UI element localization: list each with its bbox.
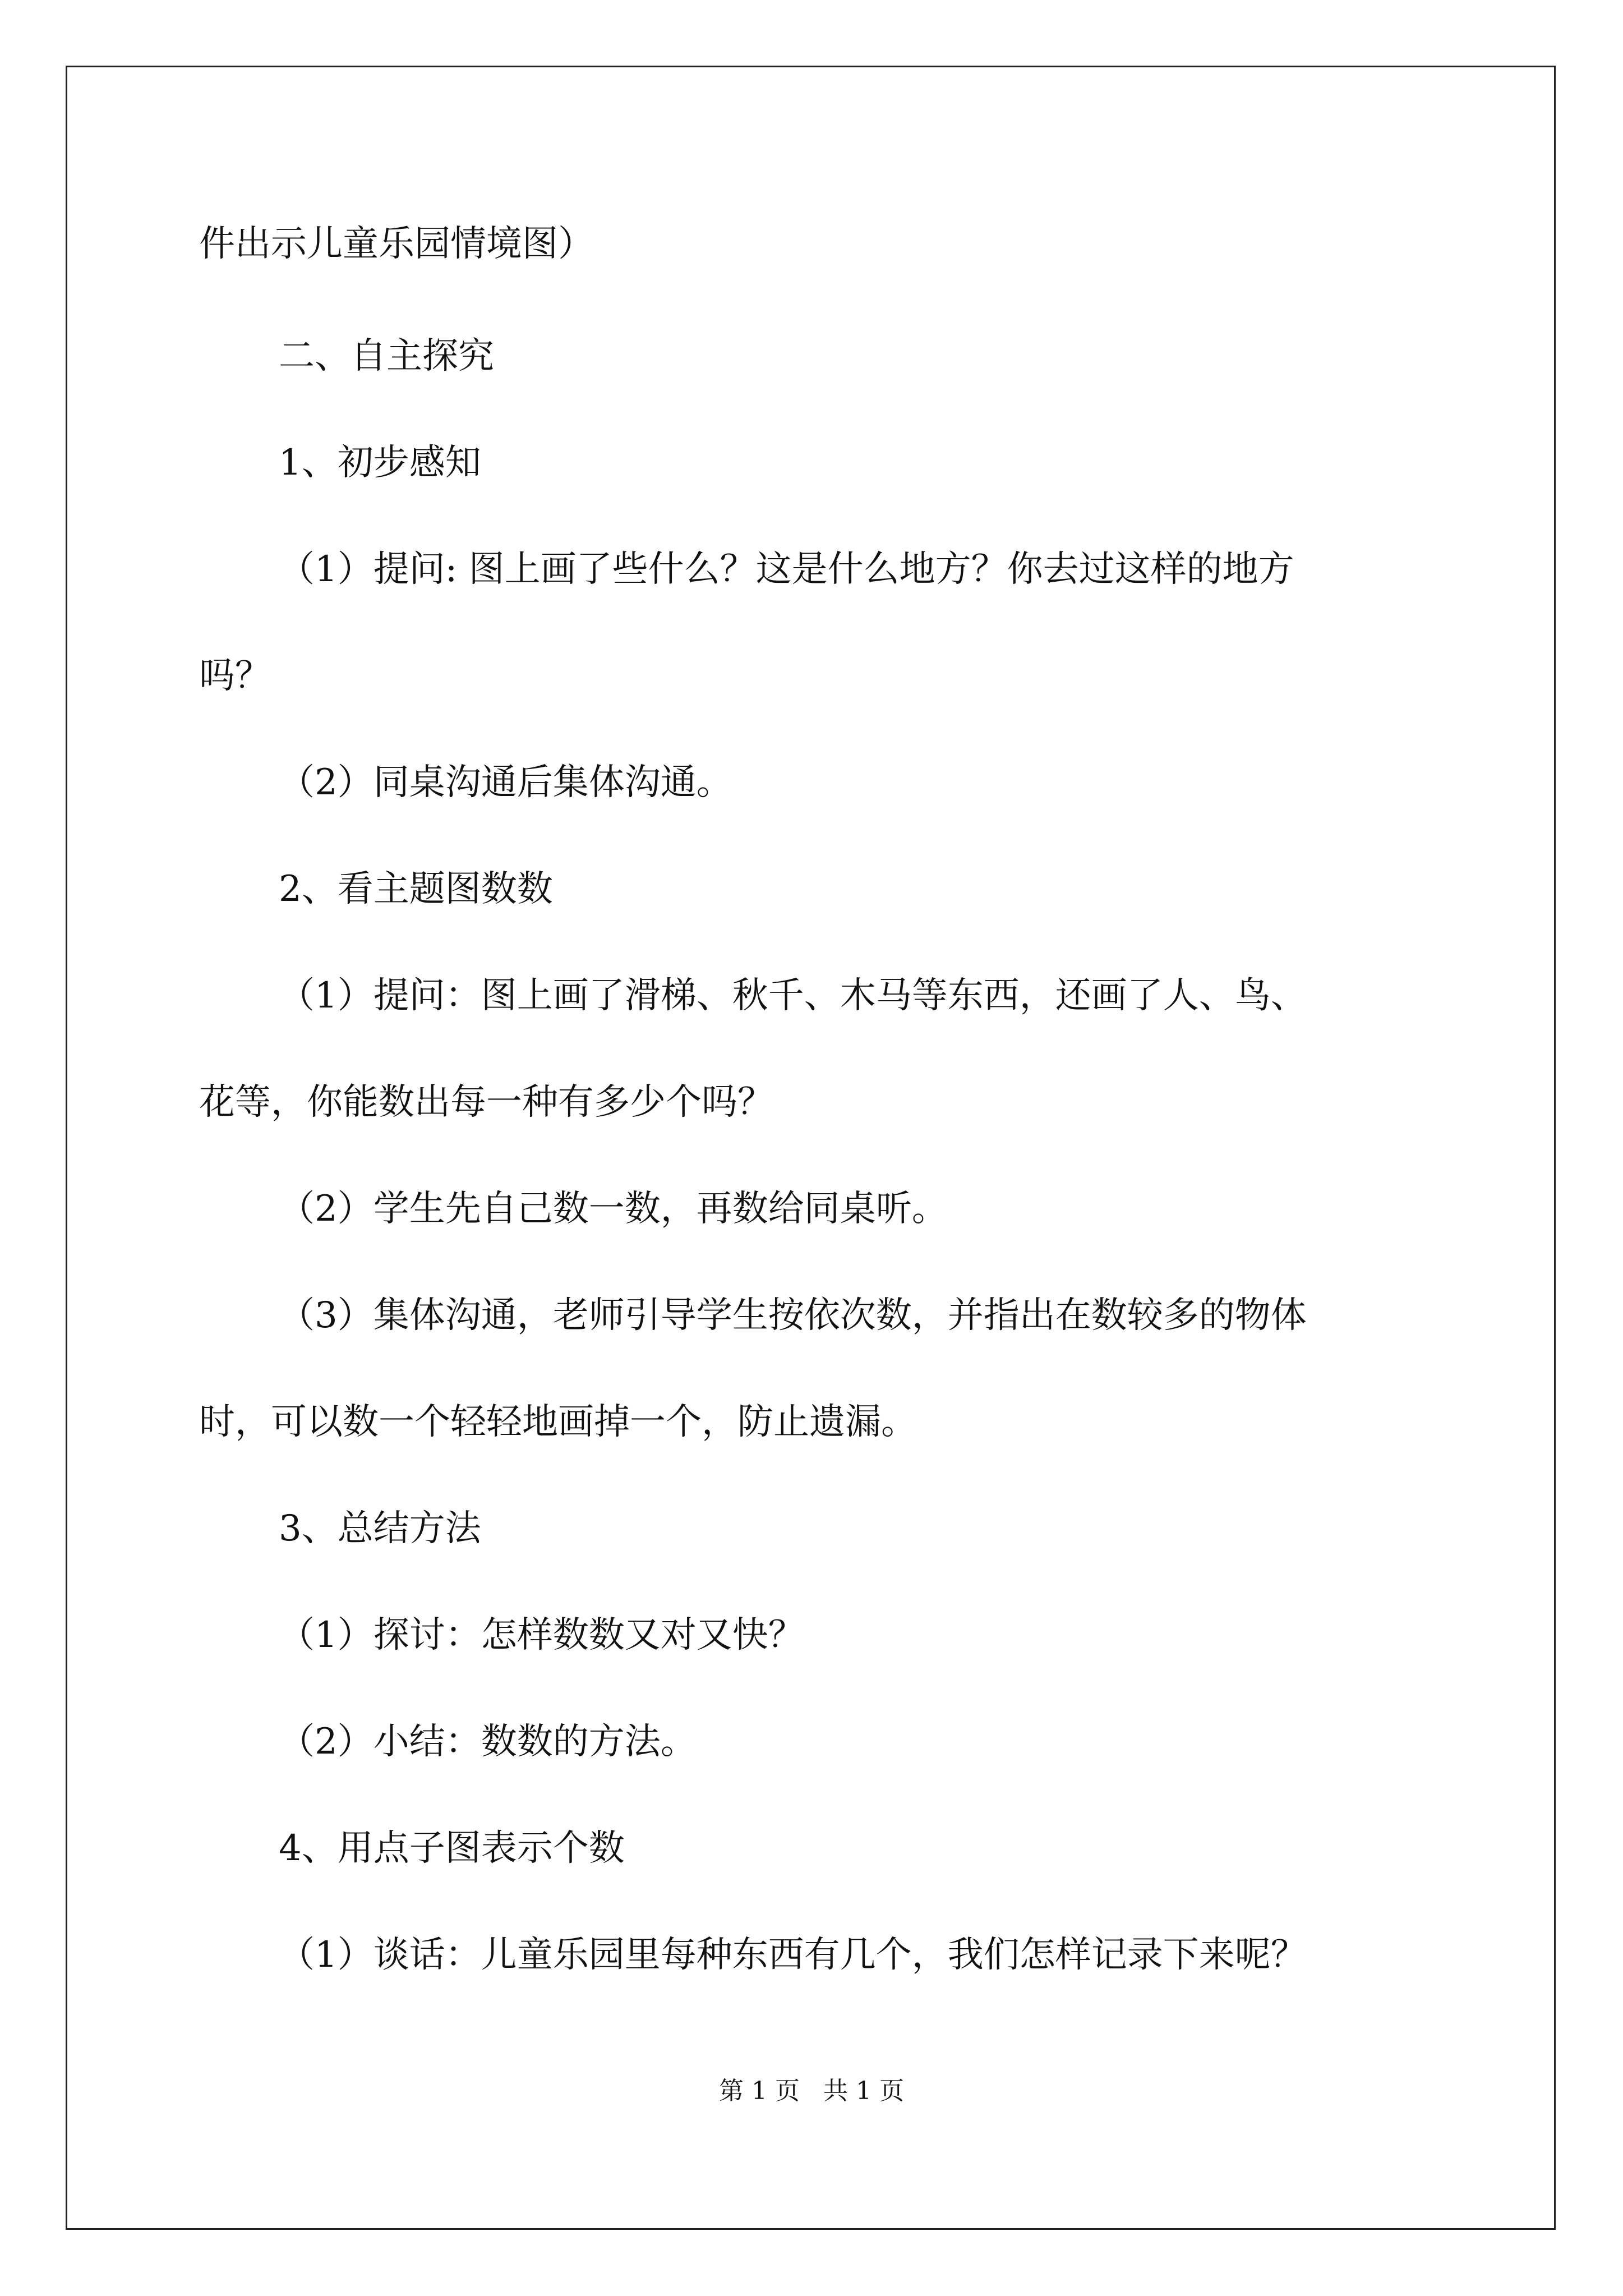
text-line: （1）提问: 图上画了些什么？这是什么地方？你去过这样的地方: [279, 549, 1294, 590]
section-heading: 二、自主探究: [279, 335, 494, 377]
subsection-heading: 4、用点子图表示个数: [279, 1828, 625, 1869]
text-line: 花等，你能数出每一种有多少个吗？: [199, 1082, 773, 1123]
text-line: 时，可以数一个轻轻地画掉一个，防止遗漏。: [199, 1401, 917, 1443]
text-line: （2）小结：数数的方法。: [279, 1721, 697, 1763]
page-footer: 第 1 页 共 1 页: [719, 2077, 904, 2105]
text-line: （1）提问：图上画了滑梯、秋千、木马等东西，还画了人、鸟、: [279, 975, 1307, 1016]
text-line: （2）学生先自己数一数，再数给同桌听。: [279, 1188, 948, 1230]
subsection-heading: 2、看主题图数数: [279, 868, 553, 910]
text-line: （2）同桌沟通后集体沟通。: [279, 762, 732, 803]
subsection-heading: 3、总结方法: [279, 1508, 481, 1549]
subsection-heading: 1、初步感知: [279, 442, 481, 484]
text-line: （1）探讨：怎样数数又对又快？: [279, 1614, 804, 1656]
text-line: （1）谈话：儿童乐园里每种东西有几个，我们怎样记录下来呢？: [279, 1934, 1307, 1976]
text-line: （3）集体沟通，老师引导学生按依次数，并指出在数较多的物体: [279, 1295, 1307, 1336]
page-border: [66, 66, 1556, 2230]
text-line: 件出示儿童乐园情境图）: [199, 223, 594, 265]
text-line: 吗？: [199, 655, 271, 697]
